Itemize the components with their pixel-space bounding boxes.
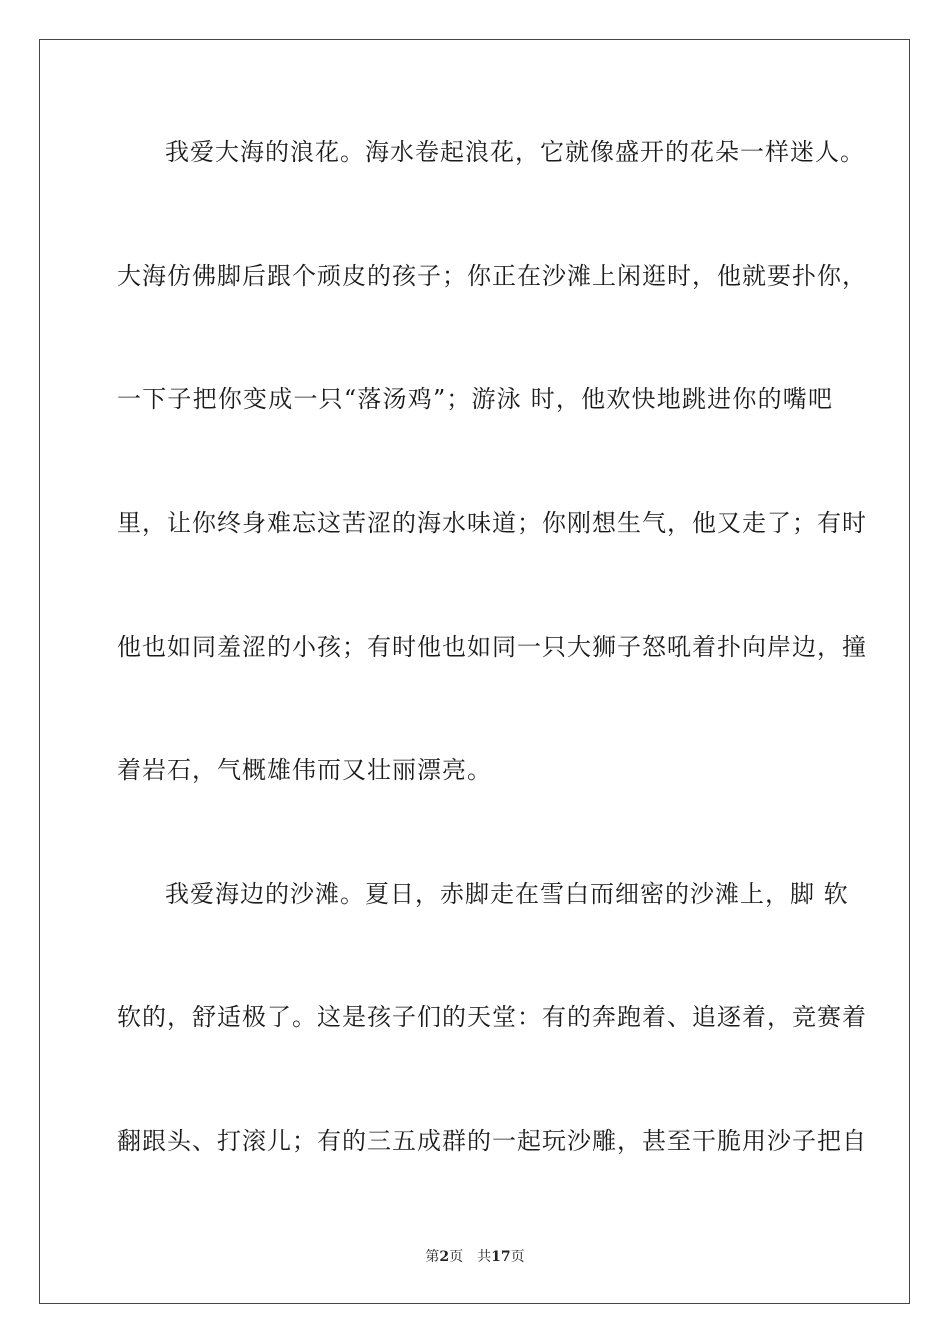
paragraph-2-line-3: 翻跟头、打滚儿；有的三五成群的一起玩沙雕，甚至干脆用沙子把自 [117, 1127, 867, 1155]
total-suffix: 页 [510, 1249, 525, 1265]
page-suffix: 页 [449, 1249, 464, 1265]
paragraph-1-line-4: 里，让你终身难忘这苦涩的海水味道；你刚想生气，他又走了；有时 [117, 509, 867, 537]
paragraph-2-line-1: 我爱海边的沙滩。夏日，赤脚走在雪白而细密的沙滩上，脚 软 [165, 880, 849, 908]
total-pages: 17 [491, 1249, 511, 1265]
page-number: 2 [439, 1249, 450, 1265]
page-footer [0, 1248, 950, 1266]
page-prefix: 第 [425, 1249, 440, 1265]
page-border [39, 39, 910, 1304]
total-prefix: 共 [477, 1249, 492, 1265]
paragraph-1-line-3: 一下子把你变成一只“落汤鸡”；游泳 时，他欢快地跳进你的嘴吧 [117, 385, 833, 413]
paragraph-1-line-2: 大海仿佛脚后跟个顽皮的孩子；你正在沙滩上闲逛时，他就要扑你， [117, 262, 867, 290]
paragraph-1-line-6: 着岩石，气概雄伟而又壮丽漂亮。 [117, 756, 492, 784]
paragraph-2-line-2: 软的，舒适极了。这是孩子们的天堂：有的奔跑着、追逐着，竞赛着 [117, 1003, 867, 1031]
paragraph-1-line-5: 他也如同羞涩的小孩；有时他也如同一只大狮子怒吼着扑向岸边，撞 [117, 633, 867, 661]
paragraph-1-line-1: 我爱大海的浪花。海水卷起浪花，它就像盛开的花朵一样迷人。 [165, 138, 865, 166]
